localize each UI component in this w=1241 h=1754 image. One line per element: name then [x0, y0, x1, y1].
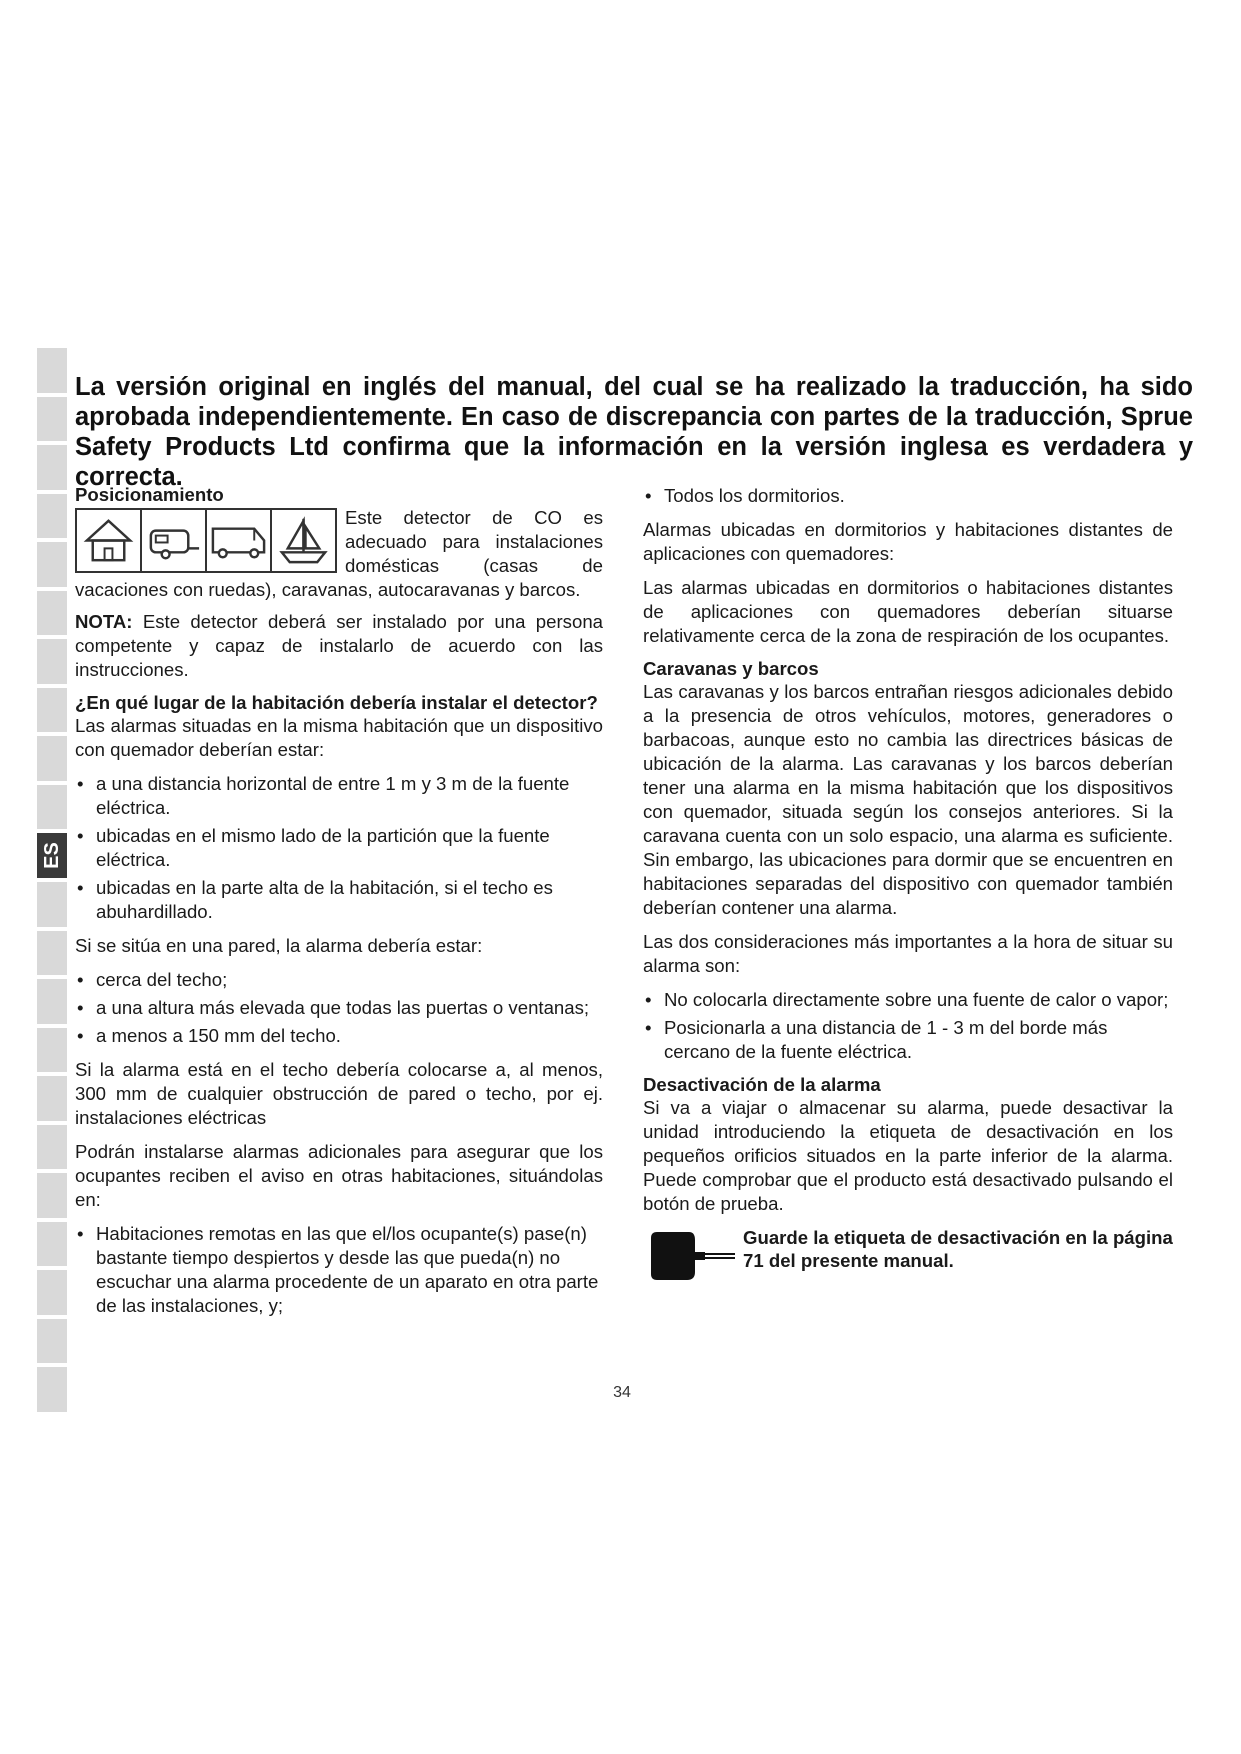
list-item: • No colocarla directamente sobre una fuente de calor o vapor;: [643, 988, 1173, 1012]
list-item: • Posicionarla a una distancia de 1 - 3 m del borde más cercano de la fuente eléctrica.: [643, 1016, 1173, 1064]
boat-icon: [272, 510, 335, 571]
side-tab-segment: [37, 591, 67, 640]
list-item: • Todos los dormitorios.: [643, 484, 1173, 508]
posicionamiento-block: [75, 506, 603, 602]
language-side-tab: [37, 348, 67, 1416]
lugar-list: [75, 772, 603, 924]
house-icon: [77, 510, 142, 571]
side-tab-segment: [37, 1028, 67, 1077]
side-tab-segment: [37, 688, 67, 737]
caravan-icon: [142, 510, 207, 571]
side-tab-segment: [37, 1125, 67, 1174]
side-tab-segment: [37, 1076, 67, 1125]
techo-text: Si la alarma está en el techo debería colocarse a, al menos, 300 mm de cualquier obstrucción de pared o techo, por ej. instalaciones eléctricas: [75, 1059, 603, 1128]
side-tab-segment: [37, 445, 67, 494]
dormitorios-intro: Alarmas ubicadas en dormitorios y habitaciones distantes de aplicaciones con quemadores:: [643, 519, 1173, 564]
side-tab-segment: [37, 348, 67, 397]
desactivacion-title: Desactivación de la alarma: [643, 1074, 881, 1095]
language-label: ES: [40, 842, 63, 870]
list-item: • a una altura más elevada que todas las puertas o ventanas;: [75, 996, 603, 1020]
dormitorios-text: Las alarmas ubicadas en dormitorios o habitaciones distantes de aplicaciones con quemadores deberían situarse relativamente cerca de la zona de respiración de los ocupantes.: [643, 577, 1173, 646]
page-number: 34: [613, 1384, 631, 1401]
deactivation-tag-icon: [643, 1226, 743, 1286]
translation-disclaimer-heading: La versión original en inglés del manual, del cual se ha realizado la traducción, ha sido aprobada independientemente. En caso de discrepancia con partes de la traducción, Sprue Safety Products Ltd confirma que la información en la versión inglesa es verdadera y correcta.: [75, 373, 1193, 491]
side-tab-segment: [37, 1270, 67, 1319]
motorhome-icon: [207, 510, 272, 571]
side-tab-segment: [37, 494, 67, 543]
adicionales-text: Podrán instalarse alarmas adicionales para asegurar que los ocupantes reciben el aviso en otras habitaciones, situándolas en:: [75, 1141, 603, 1210]
side-tab-segment: [37, 397, 67, 446]
side-tab-segment: [37, 736, 67, 785]
consideraciones-text: Las dos consideraciones más importantes a la hora de situar su alarma son:: [643, 931, 1173, 976]
nota-label: NOTA:: [75, 611, 133, 632]
side-tab-segment: [37, 1367, 67, 1416]
posicionamiento-text: Este detector de CO es adecuado para instalaciones domésticas (casas de vacaciones con ruedas), caravanas, autocaravanas y barcos.: [75, 507, 603, 600]
nota-text: Este detector deberá ser instalado por una persona competente y capaz de instalarlo de acuerdo con las instrucciones.: [75, 611, 603, 680]
list-item: • ubicadas en la parte alta de la habitación, si el techo es abuhardillado.: [75, 876, 603, 924]
side-tab-segment-active: [37, 833, 67, 882]
list-item: • cerca del techo;: [75, 968, 603, 992]
dormitorios-list: [643, 484, 1173, 508]
pared-list: [75, 968, 603, 1048]
installation-icons: [75, 508, 337, 573]
list-item: • a menos a 150 mm del techo.: [75, 1024, 603, 1048]
guarde-text: Guarde la etiqueta de desactivación en la página 71 del presente manual.: [743, 1227, 1173, 1271]
list-item: • Habitaciones remotas en las que el/los ocupante(s) pase(n) bastante tiempo despiertos y desde las que pueda(n) no escuchar una alarma procedente de un aparato en otra parte de las instalaciones, y;: [75, 1222, 603, 1318]
side-tab-segment: [37, 785, 67, 834]
side-tab-segment: [37, 542, 67, 591]
lugar-intro: Las alarmas situadas en la misma habitación que un dispositivo con quemador deberían estar:: [75, 715, 603, 760]
side-tab-segment: [37, 1173, 67, 1222]
caravanas-title: Caravanas y barcos: [643, 658, 819, 679]
side-tab-segment: [37, 931, 67, 980]
list-item: • ubicadas en el mismo lado de la partición que la fuente eléctrica.: [75, 824, 603, 872]
deactivation-tag-note: [643, 1226, 1173, 1286]
consideraciones-list: [643, 988, 1173, 1064]
side-tab-segment: [37, 1319, 67, 1368]
posicionamiento-title: Posicionamiento: [75, 484, 224, 505]
side-tab-segment: [37, 1222, 67, 1271]
side-tab-segment: [37, 639, 67, 688]
side-tab-segment: [37, 979, 67, 1028]
side-tab-segment: [37, 882, 67, 931]
pared-intro: Si se sitúa en una pared, la alarma debería estar:: [75, 935, 483, 956]
caravanas-text: Las caravanas y los barcos entrañan riesgos adicionales debido a la presencia de otros vehículos, motores, generadores o barbacoas, aunque esto no cambia las directrices básicas de ubicación de la alarma. Las caravanas y los barcos deberían tener una alarma en la misma habitación que los dispositivos con quemador, situada según los consejos anteriores. Si la caravana cuenta con un solo espacio, una alarma es suficiente. Sin embargo, las ubicaciones para dormir que se encuentren en habitaciones separadas del dispositivo con quemador también deberían contener una alarma.: [643, 681, 1173, 918]
nota-paragraph: [75, 610, 603, 682]
desactivacion-text: Si va a viajar o almacenar su alarma, puede desactivar la unidad introduciendo la etiqueta de desactivación en los pequeños orificios situados en la parte inferior de la alarma. Puede comprobar que el producto está desactivado pulsando el botón de prueba.: [643, 1097, 1173, 1214]
lugar-title: ¿En qué lugar de la habitación debería instalar el detector?: [75, 692, 598, 713]
left-column: [75, 484, 603, 1328]
list-item: • a una distancia horizontal de entre 1 m y 3 m de la fuente eléctrica.: [75, 772, 603, 820]
right-column: [643, 484, 1173, 1286]
adicionales-list: [75, 1222, 603, 1318]
